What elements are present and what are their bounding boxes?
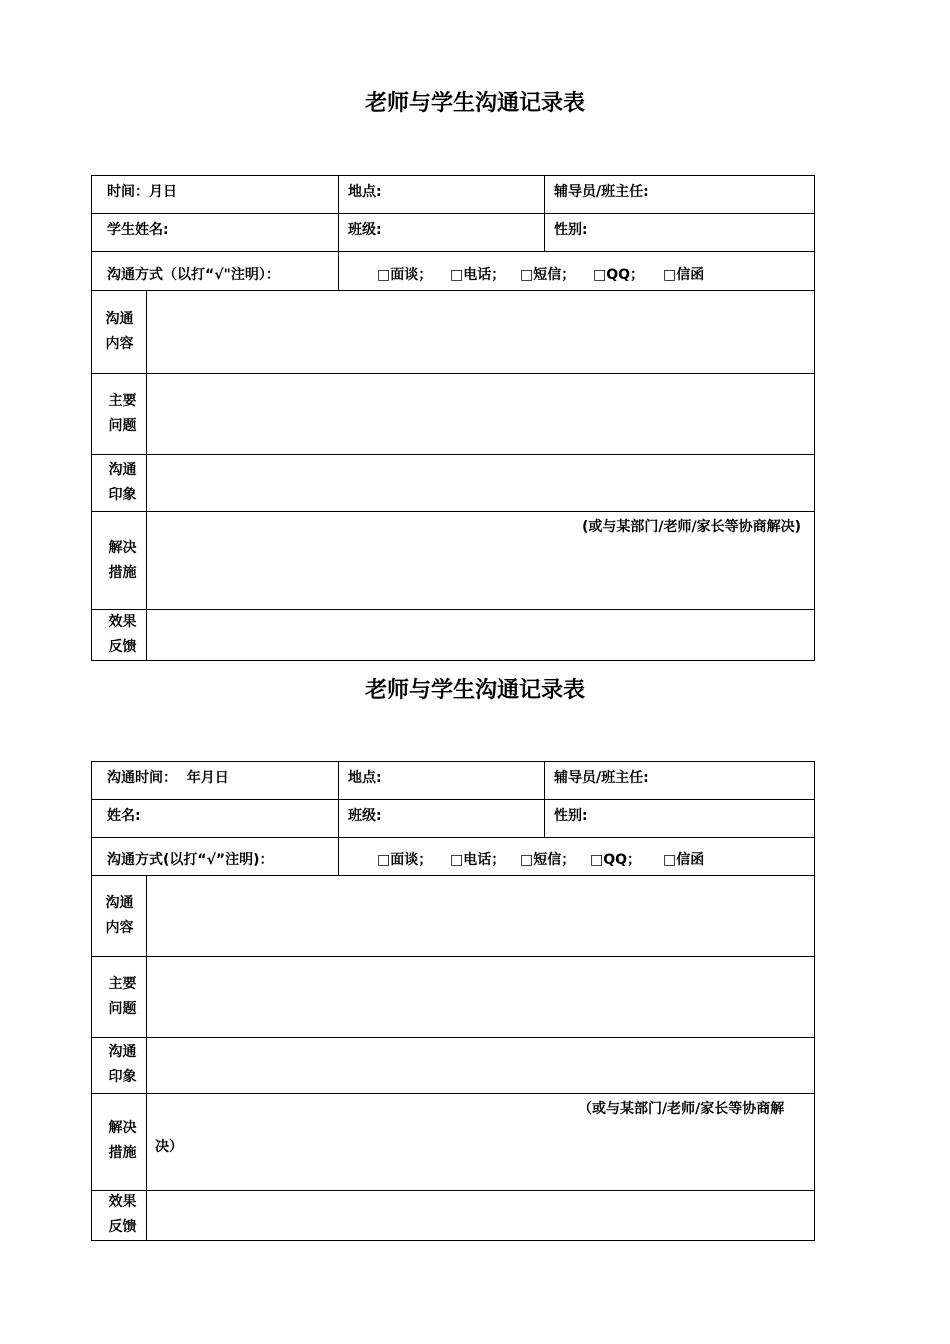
form1-solution-label: 解决 措施 [108,540,137,581]
form2-method-label: 沟通方式(以打“√”注明)： [107,852,274,868]
form2-title: 老师与学生沟通记录表 [364,678,585,703]
form1-gender-label: 性别: [554,222,588,238]
form2-problem-label: 主要 问题 [108,976,137,1017]
form1-method-qq[interactable]: □QQ； [593,267,645,283]
form2-impression-field[interactable] [146,1037,815,1094]
form2-place-label: 地点: [348,770,382,786]
form1-time-label: 时间：月日 [107,184,177,200]
form1-impression-field[interactable] [146,454,815,512]
form2-solution-note-line2: 决） [155,1139,183,1155]
form1-content-label: 沟通 内容 [105,311,134,352]
form1-place-label: 地点: [348,184,382,200]
form2-content-field[interactable] [146,875,815,957]
form2-content-label: 沟通 内容 [105,895,134,936]
form1-feedback-label: 效果 反馈 [108,614,137,655]
form2-class-label: 班级: [348,808,382,824]
form1-class-label: 班级: [348,222,382,238]
form2-method-phone[interactable]: □电话； [450,852,506,868]
form2-counselor-label: 辅导员/班主任: [554,770,649,786]
form1-problem-field[interactable] [146,373,815,455]
form1-solution-note: (或与某部门/老师/家长等协商解决) [582,519,802,535]
form1-problem-label: 主要 问题 [108,393,137,434]
form2-feedback-label: 效果 反馈 [108,1194,137,1235]
form2-solution-label: 解决 措施 [108,1120,137,1161]
form2-time-label: 沟通时间： 年月日 [107,770,229,786]
form1-counselor-label: 辅导员/班主任: [554,184,649,200]
form1-title: 老师与学生沟通记录表 [364,91,585,116]
form2-method-sms[interactable]: □短信； [520,852,576,868]
form2-solution-note-line1: （或与某部门/老师/家长等协商解 [578,1101,785,1117]
form1-method-sms[interactable]: □短信； [520,267,576,283]
form1-method-letter[interactable]: □信函 [663,267,705,283]
form2-method-letter[interactable]: □信函 [663,852,705,868]
form1-student-name-label: 学生姓名: [107,222,169,238]
form1-method-face-to-face[interactable]: □面谈； [377,267,433,283]
form1-feedback-field[interactable] [146,609,815,661]
form2-name-label: 姓名: [107,808,141,824]
form2-gender-label: 性别: [554,808,588,824]
form2-method-qq[interactable]: □QQ； [590,852,642,868]
form2-method-face-to-face[interactable]: □面谈； [377,852,433,868]
form1-method-label: 沟通方式（以打“√"注明）： [107,267,280,283]
form1-impression-label: 沟通 印象 [108,462,137,503]
form2-problem-field[interactable] [146,956,815,1038]
form1-method-phone[interactable]: □电话； [450,267,506,283]
form1-content-field[interactable] [146,290,815,374]
form2-feedback-field[interactable] [146,1190,815,1241]
form2-impression-label: 沟通 印象 [108,1044,137,1085]
